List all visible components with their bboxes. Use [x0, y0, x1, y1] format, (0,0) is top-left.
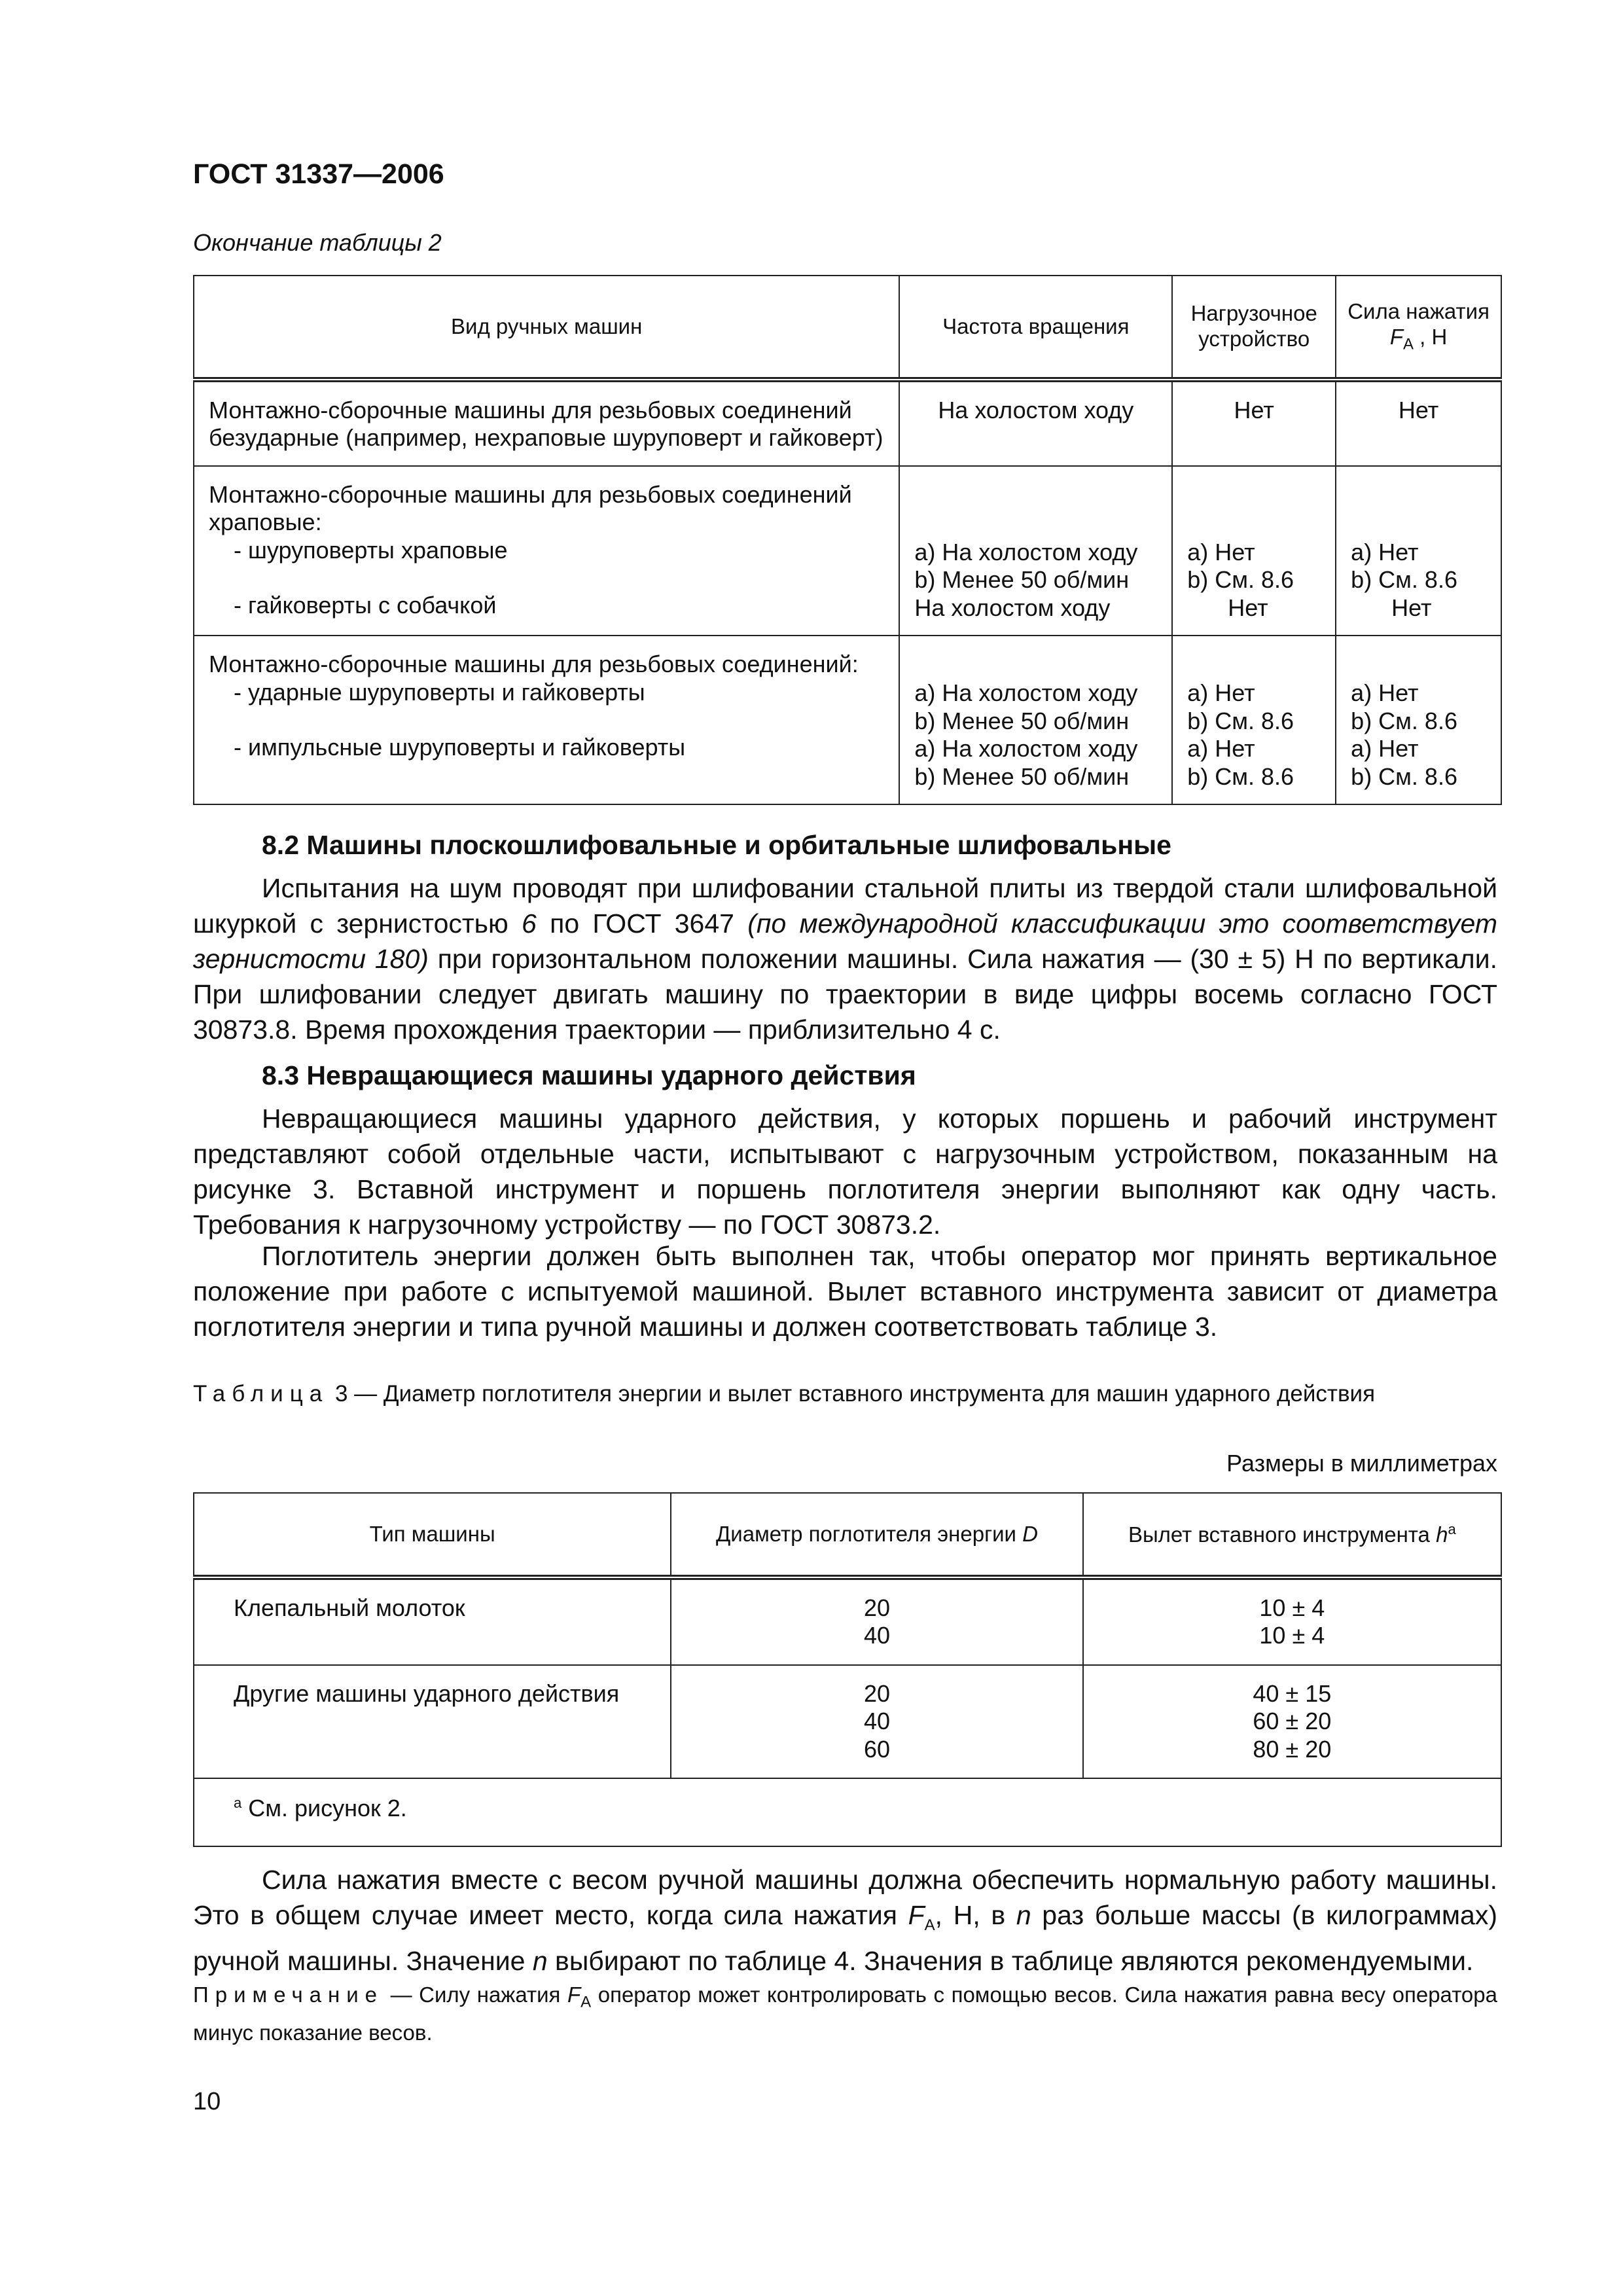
cell-force: a) Нет b) См. 8.6 a) Нет b) См. 8.6: [1336, 636, 1501, 804]
cell-machine-type: Клепальный молоток: [194, 1577, 671, 1665]
cell-force: a) Нет b) См. 8.6 Нет: [1336, 466, 1501, 636]
cell-frequency: a) На холостом ходу b) Менее 50 об/мин a) На холостом ходу b) Менее 50 об/мин: [899, 636, 1172, 804]
table-row: [194, 1665, 1501, 1778]
cell-overhang: 10 ± 4 10 ± 4: [1083, 1577, 1501, 1665]
col-header-pressing-force: Сила нажатия $F_A$ , Н: [1336, 276, 1501, 380]
section-8-2-paragraph: Испытания на шум проводят при шлифовании стальной плиты из твердой стали шлифовальной шкуркой с зернистостью 6 по ГОСТ 3647 (по международной классификации это соответствует зернистости 180) при горизонтальном положении машины. Сила нажатия — (30 ± 5) Н по вертикали. При шлифовании следует двигать машину по траектории в виде цифры восемь согласно ГОСТ 30873.8. Время прохождения траектории — приблизительно 4 с.: [193, 873, 1497, 1045]
table3-footnote: $^a$ См. рисунок 2.: [194, 1778, 1501, 1846]
section-8-2-heading: 8.2 Машины плоскошлифовальные и орбитальные шлифовальные: [262, 830, 1171, 860]
table-row: [194, 380, 1501, 466]
table-3: [193, 1492, 1502, 1847]
cell-load: a) Нет b) См. 8.6 Нет: [1172, 466, 1336, 636]
cell-machine-type: Другие машины ударного действия: [194, 1665, 671, 1778]
cell-load: a) Нет b) См. 8.6 a) Нет b) См. 8.6: [1172, 636, 1336, 804]
col-header-machine-type: Вид ручных машин: [194, 276, 899, 380]
table2-continuation-caption: Окончание таблицы 2: [193, 229, 442, 256]
col-header-load-device: Нагрузочное устройство: [1172, 276, 1336, 380]
table3-units: Размеры в миллиметрах: [1226, 1450, 1497, 1477]
col-header-machine-type: Тип машины: [194, 1493, 671, 1577]
pressing-force-paragraph: Сила нажатия вместе с весом ручной машины должна обеспечить нормальную работу машины. Это в общем случае имеет место, когда сила нажатия $F_A$, Н, в n раз больше массы (в килограммах) ручной машины. Значение n выбирают по таблице 4. Значения в таблице являются рекомендуемыми.: [193, 1865, 1497, 1977]
table3-caption: Таблица 3 — Диаметр поглотителя энергии и вылет вставного инструмента для машин ударного действия: [193, 1381, 1376, 1407]
page-number: 10: [193, 2088, 221, 2115]
table-row: [194, 636, 1501, 804]
table-row: [194, 466, 1501, 636]
cell-overhang: 40 ± 15 60 ± 20 80 ± 20: [1083, 1665, 1501, 1778]
col-header-tool-overhang: Вылет вставного инструмента $h^a$: [1083, 1493, 1501, 1577]
cell-diameter: 20 40: [671, 1577, 1082, 1665]
note-paragraph: Примечание — Силу нажатия $F_A$ оператор может контролировать с помощью весов. Сила нажатия равна весу оператора минус показание весов.: [193, 1982, 1497, 2045]
standard-number: ГОСТ 31337—2006: [193, 158, 444, 190]
table-header-row: [194, 276, 1501, 380]
col-header-rotation-frequency: Частота вращения: [899, 276, 1172, 380]
cell-frequency: На холостом ходу: [899, 380, 1172, 466]
table-2: [193, 275, 1502, 805]
cell-frequency: a) На холостом ходу b) Менее 50 об/мин На холостом ходу: [899, 466, 1172, 636]
section-8-3-heading: 8.3 Невращающиеся машины ударного действия: [262, 1060, 916, 1090]
cell-machine-type: Монтажно-сборочные машины для резьбовых соединений: - ударные шуруповерты и гайковерты - импульсные шуруповерты и гайковерты: [194, 636, 899, 804]
table-footnote-row: [194, 1778, 1501, 1846]
section-8-3-paragraph-1: Невращающиеся машины ударного действия, у которых поршень и рабочий инструмент представляют собой отдельные части, испытывают с нагрузочным устройством, показанным на рисунке 3. Вставной инструмент и поршень поглотителя энергии выполняют как одну часть. Требования к нагрузочному устройству — по ГОСТ 30873.2.: [193, 1103, 1497, 1240]
table-row: [194, 1577, 1501, 1665]
col-header-absorber-diameter: Диаметр поглотителя энергии D: [671, 1493, 1082, 1577]
cell-diameter: 20 40 60: [671, 1665, 1082, 1778]
table-header-row: [194, 1493, 1501, 1577]
cell-force: Нет: [1336, 380, 1501, 466]
section-8-3-paragraph-2: Поглотитель энергии должен быть выполнен так, чтобы оператор мог принять вертикальное положение при работе с испытуемой машиной. Вылет вставного инструмента зависит от диаметра поглотителя энергии и типа ручной машины и должен соответствовать таблице 3.: [193, 1241, 1497, 1342]
cell-machine-type: Монтажно-сборочные машины для резьбовых соединений безударные (например, нехраповые шуруповерт и гайковерт): [194, 380, 899, 466]
cell-machine-type: Монтажно-сборочные машины для резьбовых соединений храповые: - шуруповерты храповые - гайковерты с собачкой: [194, 466, 899, 636]
cell-load: Нет: [1172, 380, 1336, 466]
